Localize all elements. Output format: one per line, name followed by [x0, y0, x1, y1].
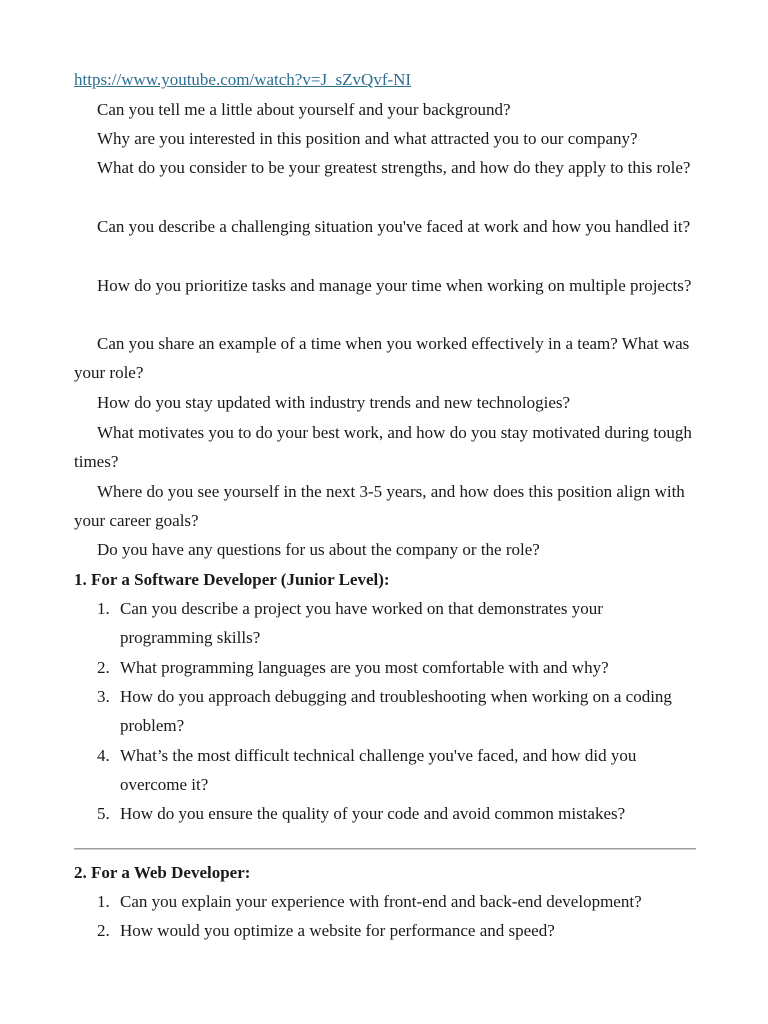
list-text: How do you ensure the quality of your code and avoid common mistakes? — [120, 804, 626, 823]
question-paragraph: How do you prioritize tasks and manage your time when working on multiple projects? — [97, 276, 692, 295]
question-paragraph: Can you tell me a little about yourself and your background? — [97, 100, 511, 119]
list-number: 2. — [97, 658, 110, 677]
list-item — [97, 653, 697, 682]
list-item — [97, 682, 697, 740]
list-number: 1. — [97, 599, 110, 618]
section-heading-web-developer: 2. For a Web Developer: — [74, 863, 251, 882]
list-text: What programming languages are you most comfortable with and why? — [120, 658, 609, 677]
list-number: 5. — [97, 804, 110, 823]
list-item — [97, 741, 697, 799]
list-text: How do you approach debugging and troubleshooting when working on a coding problem? — [120, 687, 672, 735]
question-paragraph: Can you describe a challenging situation you've faced at work and how you handled it? — [97, 217, 691, 236]
question-paragraph: Where do you see yourself in the next 3-5 years, and how does this position align with your career goals? — [74, 482, 685, 530]
list-text: What’s the most difficult technical challenge you've faced, and how did you overcome it? — [120, 746, 637, 794]
question-paragraph: What motivates you to do your best work, and how do you stay motivated during tough times? — [74, 423, 692, 471]
section-heading-software-developer: 1. For a Software Developer (Junior Level): — [74, 570, 390, 589]
list-number: 2. — [97, 921, 110, 940]
list-text: Can you describe a project you have worked on that demonstrates your programming skills? — [120, 599, 603, 647]
question-paragraph: Can you share an example of a time when you worked effectively in a team? What was your role? — [74, 334, 690, 382]
horizontal-rule — [74, 848, 696, 850]
question-paragraph: How do you stay updated with industry trends and new technologies? — [97, 393, 571, 412]
list-number: 1. — [97, 892, 110, 911]
list-item — [97, 887, 697, 916]
list-text: How would you optimize a website for performance and speed? — [120, 921, 555, 940]
list-item — [97, 916, 697, 945]
list-text: Can you explain your experience with front-end and back-end development? — [120, 892, 642, 911]
list-item — [97, 594, 697, 652]
list-number: 4. — [97, 746, 110, 765]
youtube-link[interactable]: https://www.youtube.com/watch?v=J_sZvQvf-NI — [74, 70, 412, 89]
question-paragraph: What do you consider to be your greatest strengths, and how do they apply to this role? — [97, 158, 691, 177]
list-number: 3. — [97, 687, 110, 706]
list-item — [97, 799, 697, 828]
question-paragraph: Why are you interested in this position and what attracted you to our company? — [97, 129, 638, 148]
question-paragraph: Do you have any questions for us about the company or the role? — [97, 540, 540, 559]
